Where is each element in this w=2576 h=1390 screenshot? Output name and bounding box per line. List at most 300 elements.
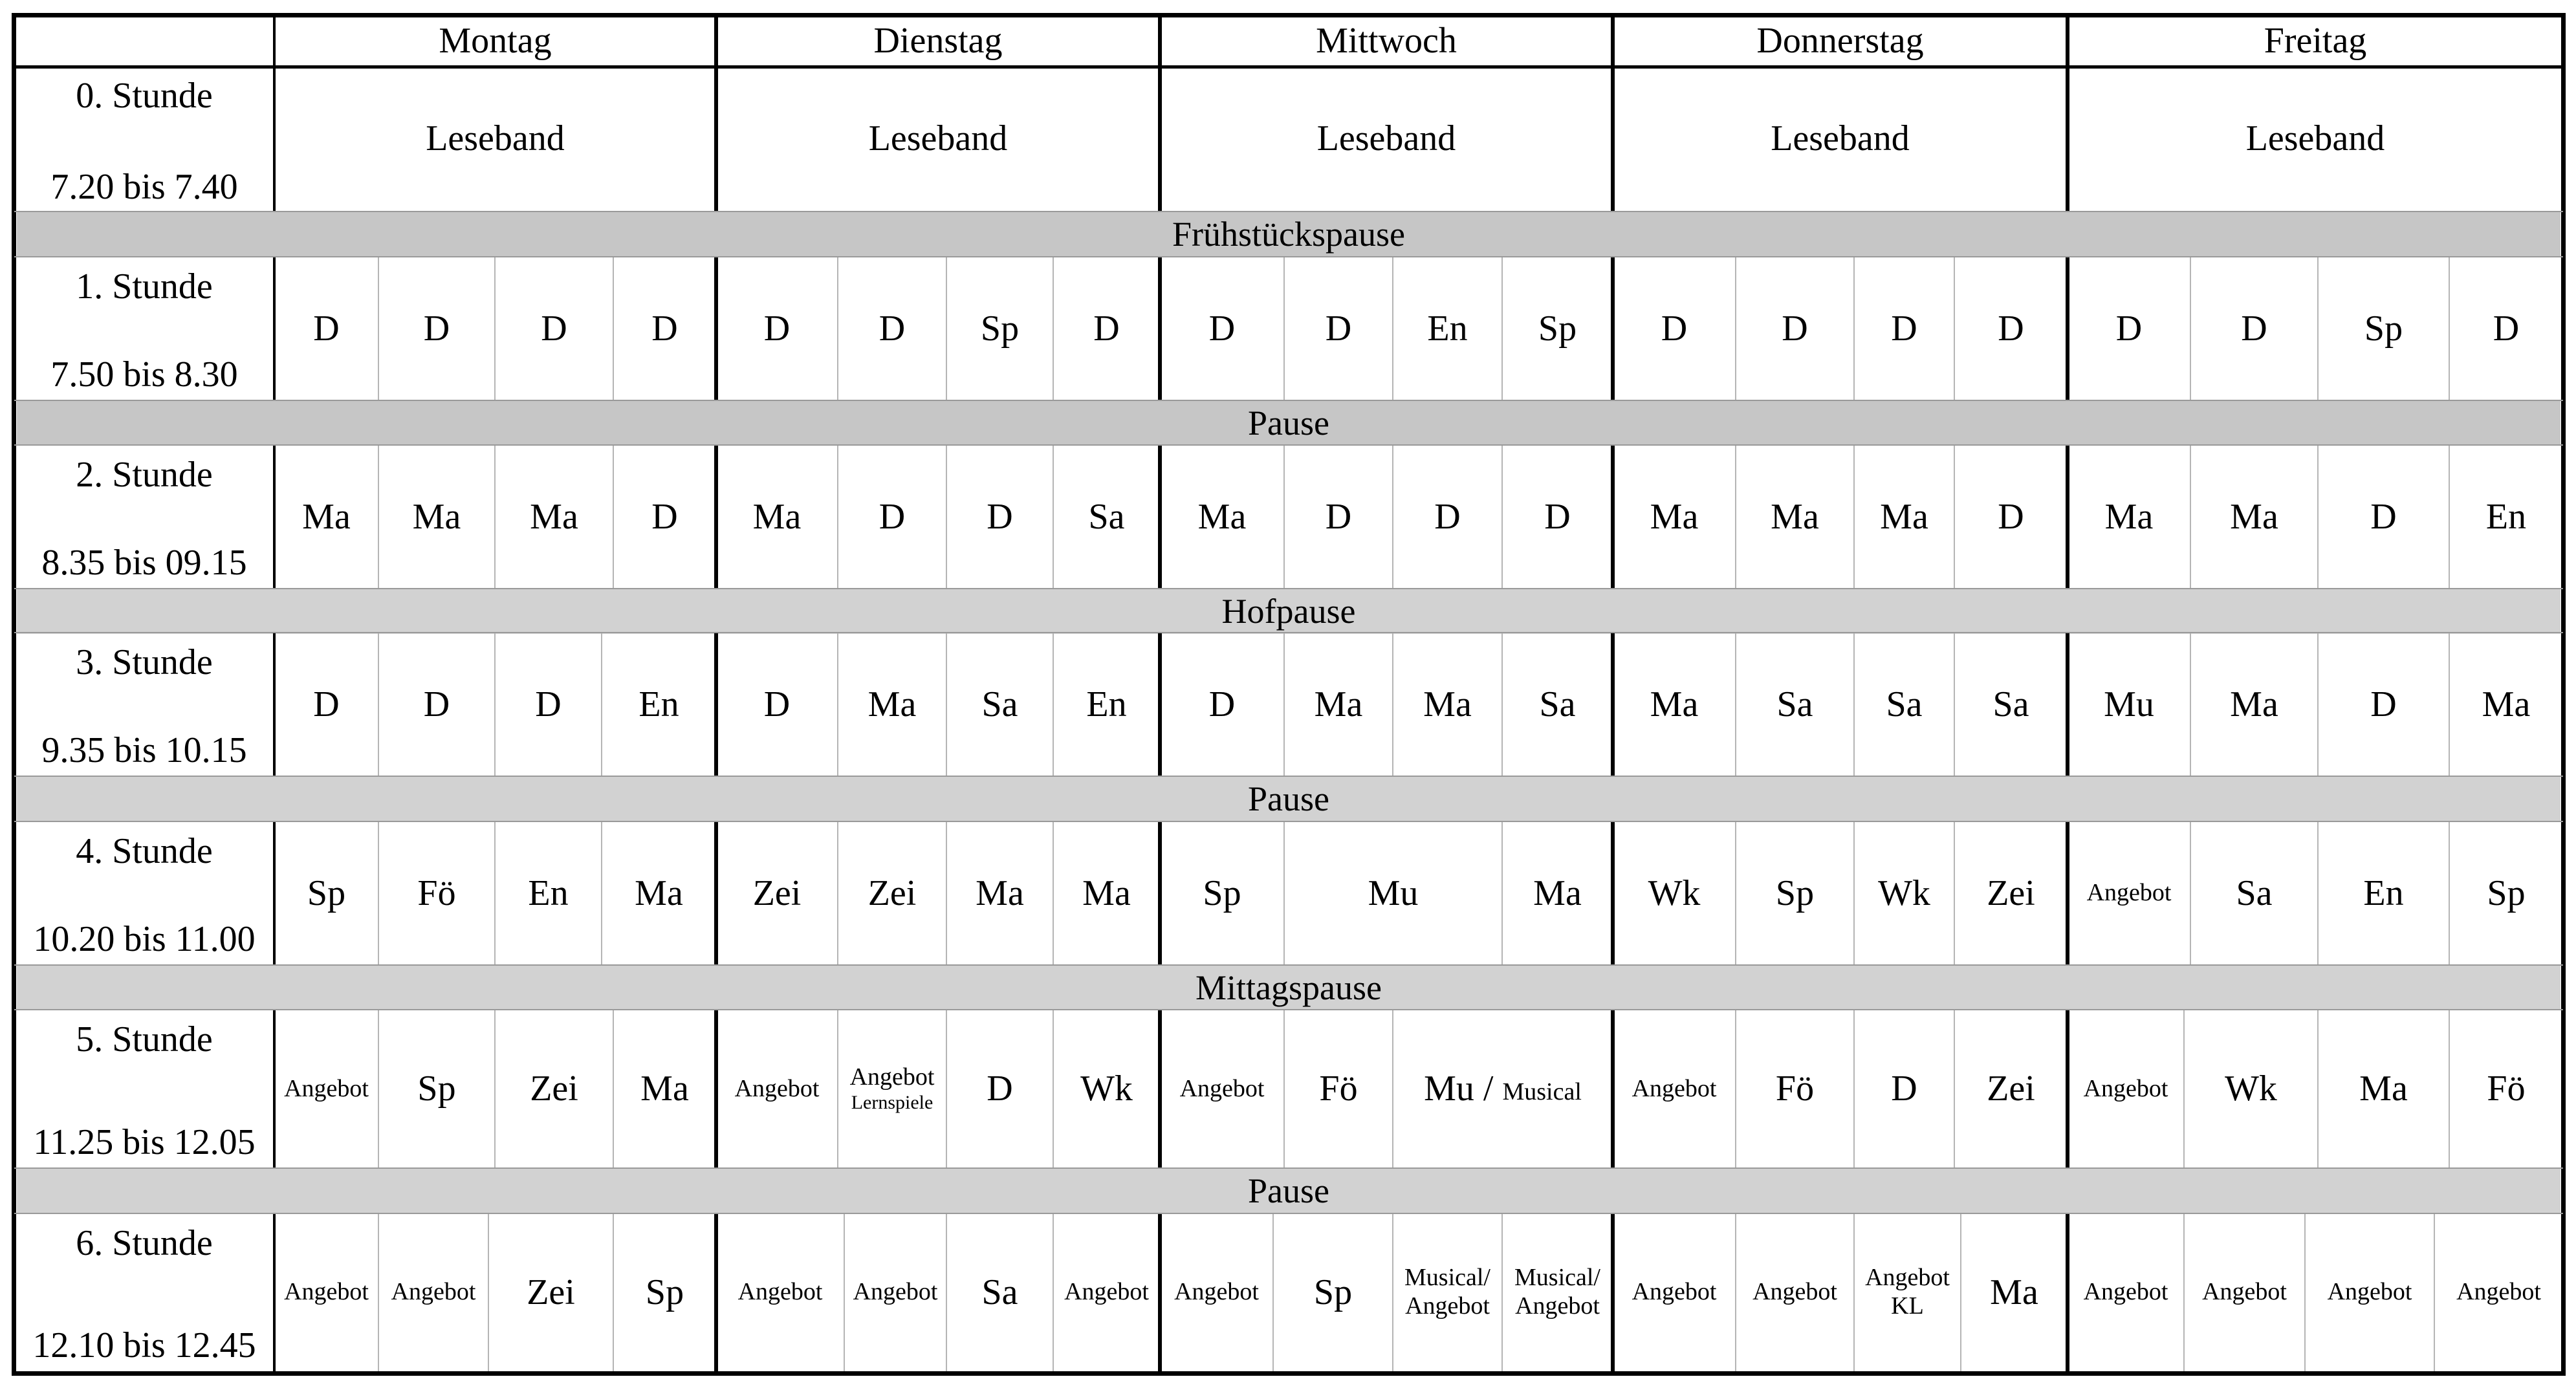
lesson-cell xyxy=(1854,1010,1954,1168)
lesson-subject: Angebot xyxy=(1865,1264,1950,1292)
cell-divider xyxy=(378,1010,379,1168)
lesson-subject: D xyxy=(879,308,906,349)
period-label-text: 2. Stunde xyxy=(76,455,213,495)
lesson-subject: Musical/ xyxy=(1514,1264,1600,1292)
lesson-cell xyxy=(1053,1010,1160,1168)
lesson-subject: Wk xyxy=(1648,873,1701,913)
lesson-cell xyxy=(1736,1010,1854,1168)
lesson-cell-leseband xyxy=(2068,66,2563,212)
lesson-cell xyxy=(495,633,602,776)
lesson-subject: Sa xyxy=(1992,684,2029,724)
day-separator xyxy=(714,257,718,400)
cell-divider xyxy=(837,633,838,776)
lesson-cell xyxy=(495,821,602,965)
cell-divider xyxy=(1501,633,1503,776)
day-separator xyxy=(2066,13,2069,212)
lesson-subject: D xyxy=(1544,496,1571,537)
lesson-subject: Angebot xyxy=(737,1278,823,1306)
day-separator xyxy=(2066,1010,2069,1168)
lesson-cell xyxy=(2449,821,2563,965)
lesson-cell xyxy=(1284,633,1393,776)
lesson-cell xyxy=(844,1213,946,1371)
cell-divider xyxy=(1735,821,1736,965)
cell-divider xyxy=(1283,257,1285,400)
lesson-cell xyxy=(838,257,946,400)
lesson-cell xyxy=(838,633,946,776)
lesson-subject: Sa xyxy=(1886,684,1923,724)
cell-divider xyxy=(1954,821,1955,965)
lesson-cell xyxy=(716,1010,838,1168)
day-header-text: Freitag xyxy=(2264,20,2367,61)
lesson-subject: Zei xyxy=(527,1272,575,1312)
lesson-subject: En xyxy=(639,684,679,724)
break-label-text: Mittagspause xyxy=(1195,968,1382,1007)
lesson-subject: D xyxy=(651,308,678,349)
period-label-text: 3. Stunde xyxy=(76,642,213,682)
lesson-subject: D xyxy=(1998,496,2024,537)
lesson-cell xyxy=(1284,821,1502,965)
cell-divider xyxy=(494,821,496,965)
lesson-cell xyxy=(1613,257,1736,400)
cell-divider xyxy=(2317,1010,2319,1168)
lesson-subject: Angebot xyxy=(1174,1278,1259,1306)
lesson-subject: Ma xyxy=(2359,1069,2408,1109)
lesson-subject: Leseband xyxy=(426,118,565,159)
day-separator xyxy=(273,821,276,965)
cell-divider xyxy=(1735,257,1736,400)
lesson-cell xyxy=(2318,1010,2449,1168)
lesson-cell xyxy=(1613,633,1736,776)
cell-divider xyxy=(1853,445,1855,589)
lesson-cell xyxy=(613,1213,716,1371)
day-separator xyxy=(1158,633,1162,776)
break-label xyxy=(14,776,2563,821)
lesson-cell xyxy=(602,633,716,776)
lesson-cell xyxy=(1613,1010,1736,1168)
cell-divider xyxy=(1392,1010,1393,1168)
lesson-subject: D xyxy=(2115,308,2143,349)
lesson-cell xyxy=(1160,445,1284,589)
lesson-subject: D xyxy=(1782,308,1808,349)
cell-divider xyxy=(946,445,947,589)
day-separator xyxy=(714,13,718,212)
cell-divider xyxy=(1053,1010,1054,1168)
lesson-subject: Zei xyxy=(752,873,802,913)
cell-divider xyxy=(1735,1010,1736,1168)
grid-border xyxy=(14,65,2563,69)
lesson-cell xyxy=(1736,1213,1854,1371)
lesson-cell xyxy=(1053,821,1160,965)
cell-divider xyxy=(2434,1213,2435,1371)
lesson-cell xyxy=(1613,821,1736,965)
lesson-cell xyxy=(274,821,378,965)
day-separator xyxy=(273,445,276,589)
day-separator xyxy=(273,633,276,776)
lesson-subject: Zei xyxy=(530,1069,578,1109)
cell-divider xyxy=(1954,633,1955,776)
cell-divider xyxy=(837,1010,838,1168)
day-header-text: Donnerstag xyxy=(1756,20,1924,61)
lesson-subject: D xyxy=(535,684,562,724)
lesson-cell xyxy=(613,257,716,400)
lesson-subject: Fö xyxy=(417,873,456,913)
lesson-subject: En xyxy=(528,873,569,913)
lesson-subject: Ma xyxy=(976,873,1024,913)
lesson-cell xyxy=(495,445,613,589)
lesson-subject: Wk xyxy=(1878,873,1930,913)
lesson-cell xyxy=(1502,1213,1613,1371)
day-separator xyxy=(1158,1213,1162,1371)
cell-divider xyxy=(1392,445,1393,589)
cell-divider xyxy=(1283,633,1285,776)
lesson-subject: Ma xyxy=(752,496,802,537)
cell-divider xyxy=(2449,257,2450,400)
cell-divider xyxy=(2317,633,2319,776)
period-label-3 xyxy=(14,633,274,776)
cell-divider xyxy=(1853,257,1855,400)
day-header-text: Dienstag xyxy=(873,20,1003,61)
lesson-cell xyxy=(1954,821,2068,965)
period-time-text: 12.10 bis 12.45 xyxy=(32,1325,256,1365)
lesson-cell xyxy=(1053,445,1160,589)
row-border xyxy=(14,632,2563,633)
row-border xyxy=(14,964,2563,966)
cell-divider xyxy=(613,257,614,400)
period-label-4 xyxy=(14,821,274,965)
lesson-subject: Ma xyxy=(635,873,683,913)
lesson-subject: Leseband xyxy=(2245,118,2385,159)
lesson-subject: Angebot xyxy=(284,1278,369,1306)
lesson-subject: Sp xyxy=(1313,1272,1353,1312)
cell-divider xyxy=(2449,445,2450,589)
cell-divider xyxy=(837,821,838,965)
lesson-subject: Sa xyxy=(2236,873,2273,913)
break-label xyxy=(14,1168,2563,1213)
cell-divider xyxy=(1501,445,1503,589)
lesson-cell xyxy=(716,821,838,965)
cell-divider xyxy=(2190,821,2191,965)
lesson-subject: Angebot xyxy=(1064,1278,1149,1306)
lesson-cell-leseband xyxy=(274,66,716,212)
lesson-subject: D xyxy=(763,684,791,724)
break-label-text: Hofpause xyxy=(1221,591,1356,631)
cell-divider xyxy=(1735,1213,1736,1371)
lesson-subject: Angebot xyxy=(1752,1278,1837,1306)
lesson-subject: Zei xyxy=(1987,873,2035,913)
period-time-text: 7.20 bis 7.40 xyxy=(50,166,238,207)
lesson-cell xyxy=(378,633,495,776)
cell-divider xyxy=(378,257,379,400)
cell-divider xyxy=(1272,1213,1274,1371)
lesson-subject: D xyxy=(423,684,450,724)
lesson-cell xyxy=(1502,821,1613,965)
cell-divider xyxy=(1392,1213,1393,1371)
lesson-cell xyxy=(2449,633,2563,776)
day-separator xyxy=(1158,821,1162,965)
lesson-subject: D xyxy=(313,308,340,349)
cell-divider xyxy=(1053,633,1054,776)
cell-divider xyxy=(946,633,947,776)
lesson-subject: Ma xyxy=(1314,684,1363,724)
lesson-subject: Angebot xyxy=(2202,1278,2287,1306)
lesson-cell xyxy=(838,821,946,965)
lesson-cell xyxy=(1284,445,1393,589)
lesson-subject: Angebot xyxy=(391,1278,476,1306)
cell-divider xyxy=(2190,257,2191,400)
day-separator xyxy=(1611,13,1615,212)
lesson-subject: Leseband xyxy=(1771,118,1910,159)
cell-divider xyxy=(1501,257,1503,400)
cell-divider xyxy=(837,445,838,589)
lesson-cell xyxy=(1613,1213,1736,1371)
lesson-subject: Angebot xyxy=(284,1074,369,1102)
cell-divider xyxy=(2449,1010,2450,1168)
lesson-subject: Sa xyxy=(981,684,1018,724)
lesson-subject: Sp xyxy=(2364,308,2403,349)
cell-divider xyxy=(494,257,496,400)
cell-divider xyxy=(2449,821,2450,965)
cell-divider xyxy=(2304,1213,2306,1371)
cell-divider xyxy=(613,1213,614,1371)
lesson-cell xyxy=(2190,821,2318,965)
row-border xyxy=(14,821,2563,822)
lesson-cell xyxy=(716,257,838,400)
lesson-cell xyxy=(495,1010,613,1168)
cell-divider xyxy=(1392,257,1393,400)
lesson-subject: Angebot xyxy=(734,1074,820,1102)
cell-divider xyxy=(2190,633,2191,776)
lesson-subject-line2: KL xyxy=(1891,1292,1924,1319)
lesson-cell xyxy=(488,1213,613,1371)
cell-divider xyxy=(2317,257,2319,400)
day-separator xyxy=(1611,1010,1615,1168)
cell-divider xyxy=(1853,821,1855,965)
lesson-cell xyxy=(1393,257,1502,400)
cell-divider xyxy=(844,1213,845,1371)
lesson-subject: Sp xyxy=(417,1069,456,1109)
period-label-text: 6. Stunde xyxy=(76,1223,213,1263)
lesson-cell xyxy=(2184,1010,2318,1168)
lesson-cell xyxy=(838,445,946,589)
lesson-subject: D xyxy=(1998,308,2024,349)
lesson-cell xyxy=(1393,1213,1502,1371)
lesson-subject-line2: Angebot xyxy=(1515,1292,1600,1319)
lesson-subject: Ma xyxy=(412,496,461,537)
lesson-subject: D xyxy=(763,308,791,349)
lesson-subject: D xyxy=(1891,1069,1917,1109)
lesson-cell xyxy=(613,445,716,589)
cell-divider xyxy=(601,633,602,776)
lesson-cell xyxy=(274,1213,378,1371)
lesson-cell xyxy=(2068,821,2190,965)
day-header-donnerstag xyxy=(1613,16,2068,66)
cell-divider xyxy=(1501,821,1503,965)
lesson-cell xyxy=(2068,445,2190,589)
cell-divider xyxy=(494,1010,496,1168)
lesson-subject: D xyxy=(2241,308,2267,349)
cell-divider xyxy=(613,1010,614,1168)
day-separator xyxy=(2066,257,2069,400)
lesson-cell xyxy=(1160,821,1284,965)
lesson-subject: Ma xyxy=(2482,684,2531,724)
lesson-cell xyxy=(1393,633,1502,776)
lesson-cell xyxy=(1954,445,2068,589)
lesson-cell xyxy=(274,1010,378,1168)
lesson-cell xyxy=(1736,257,1854,400)
period-label-text: 0. Stunde xyxy=(76,76,213,116)
lesson-cell xyxy=(1736,821,1854,965)
lesson-subject: Ma xyxy=(1990,1272,2038,1312)
grid-border xyxy=(2561,13,2566,1376)
lesson-cell xyxy=(1961,1213,2068,1371)
row-border xyxy=(14,588,2563,589)
period-label-6 xyxy=(14,1213,274,1371)
lesson-subject: Ma xyxy=(1197,496,1247,537)
lesson-cell xyxy=(1053,633,1160,776)
lesson-subject: Ma xyxy=(2104,496,2154,537)
day-separator xyxy=(1158,13,1162,212)
lesson-subject: Fö xyxy=(1319,1069,1358,1109)
lesson-cell xyxy=(1053,1213,1160,1371)
lesson-cell xyxy=(2318,257,2449,400)
lesson-subject: Ma xyxy=(1771,496,1819,537)
day-separator xyxy=(714,821,718,965)
cell-divider xyxy=(378,821,379,965)
lesson-cell xyxy=(2449,257,2563,400)
cell-divider xyxy=(1954,257,1955,400)
lesson-subject: Sp xyxy=(980,308,1020,349)
period-label-2 xyxy=(14,445,274,589)
cell-divider xyxy=(378,445,379,589)
lesson-subject: Sa xyxy=(1776,684,1813,724)
lesson-subject: D xyxy=(1325,496,1352,537)
cell-divider xyxy=(1283,821,1285,965)
lesson-subject: Wk xyxy=(2225,1069,2277,1109)
lesson-subject: Sa xyxy=(1088,496,1125,537)
lesson-cell xyxy=(2068,1010,2184,1168)
lesson-subject: Angebot xyxy=(2083,1278,2168,1306)
day-separator xyxy=(273,257,276,400)
lesson-cell xyxy=(2068,257,2190,400)
day-separator xyxy=(273,1213,276,1371)
cell-divider xyxy=(1853,1213,1855,1371)
lesson-cell xyxy=(2449,445,2563,589)
lesson-cell xyxy=(946,1213,1053,1371)
lesson-cell xyxy=(2184,1213,2305,1371)
day-header-montag xyxy=(274,16,716,66)
cell-divider xyxy=(1053,257,1054,400)
period-time-text: 9.35 bis 10.15 xyxy=(41,730,247,770)
lesson-cell xyxy=(378,257,495,400)
cell-divider xyxy=(946,1213,947,1371)
lesson-cell xyxy=(1393,1010,1613,1168)
break-label xyxy=(14,212,2563,257)
day-separator xyxy=(714,1213,718,1371)
lesson-subject: Zei xyxy=(1987,1069,2035,1109)
cell-divider xyxy=(1501,1213,1503,1371)
cell-divider xyxy=(1954,445,1955,589)
lesson-cell xyxy=(946,633,1053,776)
cell-divider xyxy=(1853,1010,1855,1168)
lesson-subject: D xyxy=(423,308,450,349)
day-separator xyxy=(273,13,276,212)
day-separator xyxy=(273,1010,276,1168)
lesson-cell xyxy=(838,1010,946,1168)
cell-divider xyxy=(1735,445,1736,589)
lesson-subject: Ma xyxy=(1082,873,1131,913)
lesson-cell xyxy=(1854,821,1954,965)
period-time-text: 11.25 bis 12.05 xyxy=(33,1122,256,1162)
cell-divider xyxy=(946,821,947,965)
lesson-subject-small: Musical xyxy=(1502,1078,1582,1105)
lesson-subject: Angebot xyxy=(1632,1278,1717,1306)
break-label-text: Frühstückspause xyxy=(1172,214,1405,254)
lesson-cell-leseband xyxy=(1613,66,2068,212)
lesson-cell xyxy=(946,257,1053,400)
day-header-mittwoch xyxy=(1160,16,1613,66)
lesson-subject: D xyxy=(1325,308,1352,349)
day-separator xyxy=(714,1010,718,1168)
day-separator xyxy=(1611,821,1615,965)
cell-divider xyxy=(1053,445,1054,589)
grid-border xyxy=(12,13,2566,17)
lesson-subject: En xyxy=(1427,308,1468,349)
row-border xyxy=(14,1167,2563,1169)
lesson-cell xyxy=(1613,445,1736,589)
lesson-subject: Musical/ xyxy=(1404,1264,1490,1292)
day-header-dienstag xyxy=(716,16,1160,66)
lesson-subject: Fö xyxy=(2487,1069,2526,1109)
lesson-subject-line2: Lernspiele xyxy=(851,1092,933,1114)
day-separator xyxy=(1158,257,1162,400)
lesson-cell xyxy=(2434,1213,2563,1371)
cell-divider xyxy=(1392,633,1393,776)
lesson-cell xyxy=(2318,633,2449,776)
lesson-subject: Ma xyxy=(1650,496,1699,537)
cell-divider xyxy=(837,257,838,400)
cell-divider xyxy=(2317,445,2319,589)
lesson-cell xyxy=(1954,1010,2068,1168)
lesson-cell xyxy=(1160,1010,1284,1168)
lesson-cell xyxy=(2068,1213,2184,1371)
lesson-subject-line2: Angebot xyxy=(1405,1292,1490,1319)
lesson-subject: Mu / xyxy=(1424,1069,1494,1109)
lesson-subject: Angebot xyxy=(2456,1278,2541,1306)
row-border xyxy=(14,776,2563,777)
day-separator xyxy=(2066,821,2069,965)
lesson-subject: Ma xyxy=(1880,496,1928,537)
lesson-cell-leseband xyxy=(1160,66,1613,212)
lesson-subject: D xyxy=(1891,308,1917,349)
day-separator xyxy=(2066,633,2069,776)
lesson-cell xyxy=(274,633,378,776)
cell-divider xyxy=(1735,633,1736,776)
cell-divider xyxy=(1853,633,1855,776)
day-header-text: Mittwoch xyxy=(1316,20,1457,61)
lesson-cell xyxy=(1273,1213,1393,1371)
cell-divider xyxy=(2190,445,2191,589)
lesson-subject: D xyxy=(2493,308,2520,349)
row-border xyxy=(14,1009,2563,1010)
lesson-subject: Angebot xyxy=(849,1063,935,1091)
lesson-subject: D xyxy=(987,1069,1013,1109)
cell-divider xyxy=(601,821,602,965)
break-label xyxy=(14,589,2563,634)
lesson-cell xyxy=(1160,1213,1273,1371)
row-border xyxy=(14,256,2563,257)
lesson-subject: Sp xyxy=(1775,873,1815,913)
lesson-cell xyxy=(2190,445,2318,589)
